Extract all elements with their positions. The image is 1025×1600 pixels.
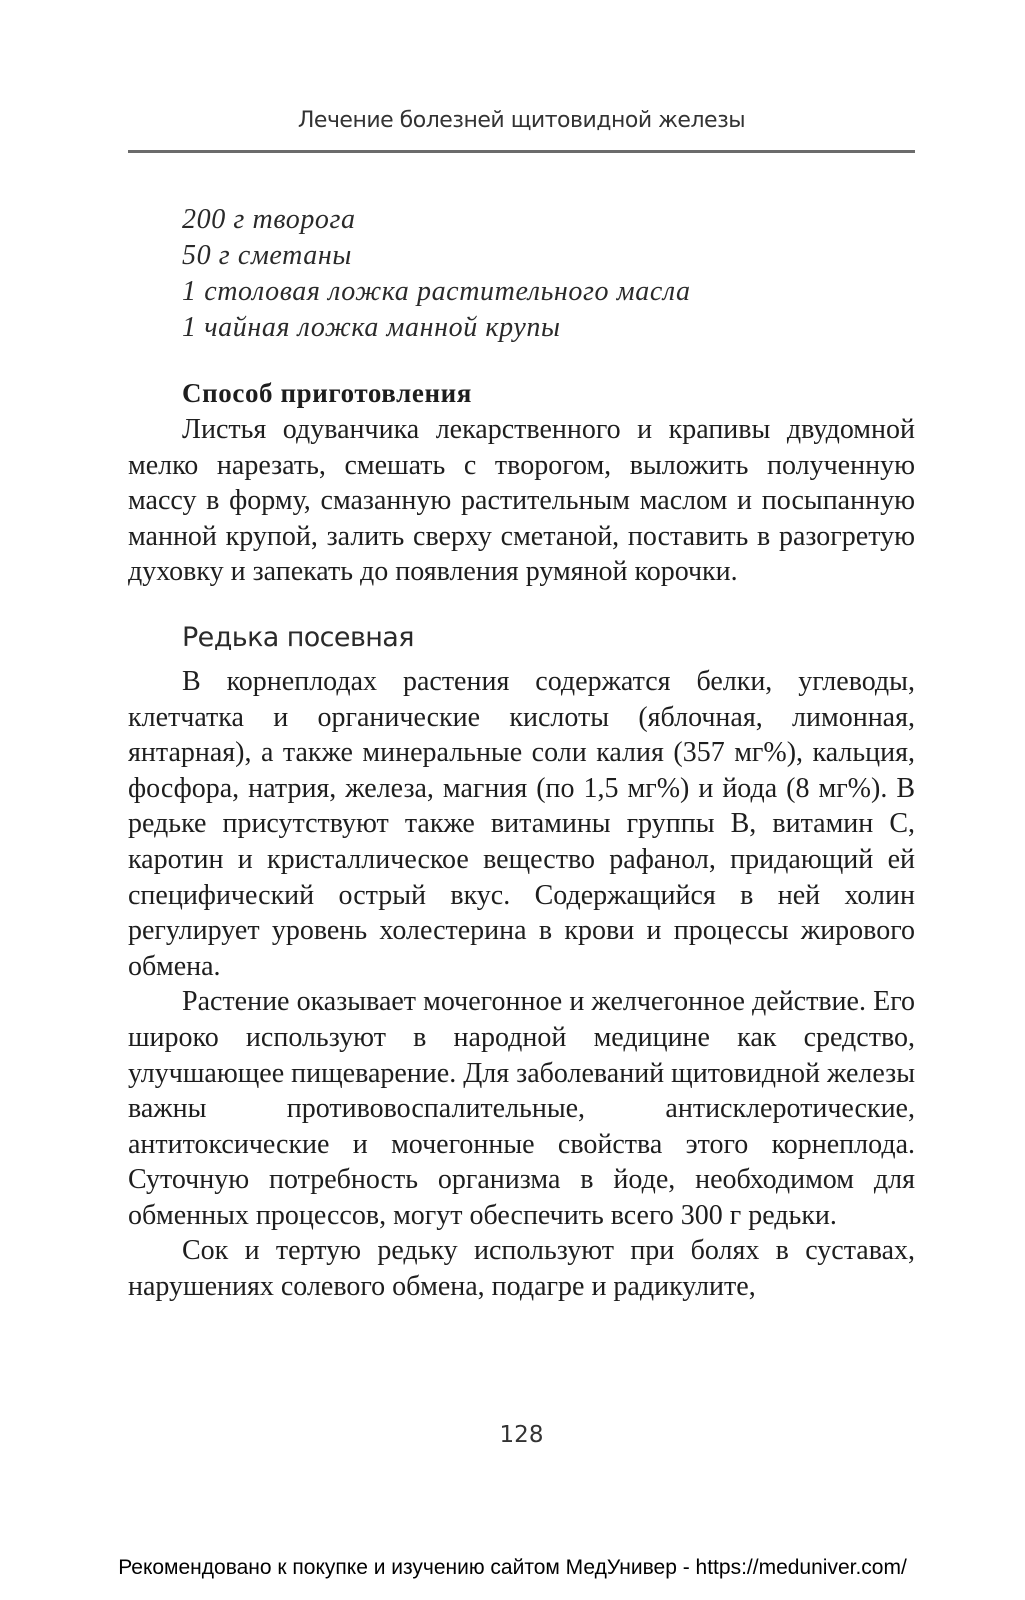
body-paragraph-1: В корнеплодах растения содержатся белки, углеводы, клетчатка и органические кислоты (яблочная, лимонная, янтарная), а также минеральные соли калия (357 мг%), кальция, фосфора, натрия, железа, магния (по 1,5 мг%) и йода (8 мг%). В редьке присутствуют также витамины группы В, витамин С, каротин и кристаллическое вещество рафанол, придающий ей специфический острый вкус. Содержащийся в ней холин регулирует уровень холестерина в крови и процессы жирового обмена.: [128, 665, 915, 982]
footer-note: Рекомендовано к покупке и изучению сайтом МедУнивер - https://meduniver.com/: [118, 1556, 907, 1579]
method-paragraph: Листья одуванчика лекарственного и крапивы двудомной мелко нарезать, смешать с творогом, выложить полученную массу в форму, смазанную растительным маслом и посыпанную манной крупой, залить сверху сметаной, поставить в разогретую духовку и запекать до появления румяной корочки.: [128, 414, 915, 588]
page-content: [128, 202, 915, 1305]
body-paragraph-2: Растение оказывает мочегонное и желчегонное действие. Его широко используют в народной медицине как средство, улучшающее пищеварение. Для заболеваний щитовидной железы важны противовоспалительные, антисклеротические, антитоксические и мочегонные свойства этого корнеплода. Суточную потребность организма в йоде, необходимом для обменных процессов, могут обеспечить всего 300 г редьки.: [128, 986, 916, 1231]
body-paragraph-3: Сок и тертую редьку используют при болях в суставах, нарушениях солевого обмена, подагре и радикулите,: [128, 1235, 915, 1303]
ingredient-list: [182, 202, 915, 346]
page-number: 128: [499, 1422, 544, 1448]
ingredient-item: 50 г сметаны: [182, 240, 352, 271]
running-head: Лечение болезней щитовидной железы: [297, 108, 746, 133]
section-title: Редька посевная: [182, 621, 414, 653]
method-heading: Способ приготовления: [182, 378, 472, 408]
header-rule: [128, 150, 915, 153]
ingredient-item: 1 столовая ложка растительного масла: [182, 276, 691, 307]
ingredient-item: 1 чайная ложка манной крупы: [182, 312, 561, 343]
ingredient-item: 200 г творога: [182, 204, 356, 235]
